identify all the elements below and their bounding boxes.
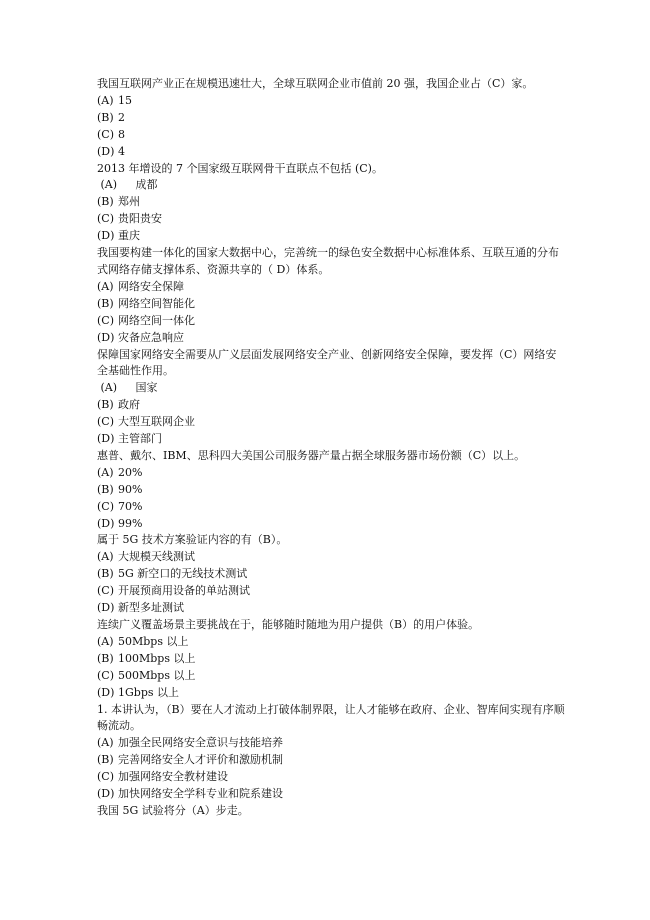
option-letter: (D)	[97, 229, 115, 243]
option	[97, 685, 567, 702]
option	[97, 566, 567, 583]
option-text: 贵阳贵安	[118, 212, 162, 226]
option-text: 20%	[118, 465, 143, 479]
question-stem: 2013 年增设的 7 个国家级互联网骨干直联点不包括 (C)。	[97, 161, 383, 175]
option	[97, 127, 567, 144]
option	[97, 228, 567, 245]
question-stem: 惠普、戴尔、IBM、思科四大美国公司服务器产量占据全球服务器市场份额（C）以上。	[97, 448, 526, 462]
option-letter: (B)	[97, 195, 114, 209]
option-text: 90%	[118, 482, 143, 496]
option-letter: (C)	[97, 770, 114, 784]
option	[97, 600, 567, 617]
option-letter: (A)	[97, 550, 114, 564]
question-stem: 我国要构建一体化的国家大数据中心，完善统一的绿色安全数据中心标准体系、互联互通的分布式网络存储支撑体系、资源共享的（ D）体系。	[97, 246, 559, 276]
option-letter: (C)	[97, 127, 114, 141]
option	[97, 414, 567, 431]
option-letter: (A)	[97, 736, 114, 750]
option-text: 50Mbps 以上	[118, 634, 189, 648]
option-letter: (C)	[97, 584, 114, 598]
option	[97, 211, 567, 228]
option	[97, 786, 567, 803]
option	[97, 296, 567, 313]
option-text: 15	[118, 93, 132, 107]
option-text: 郑州	[118, 195, 140, 209]
option	[97, 110, 567, 127]
option	[97, 752, 567, 769]
option	[97, 279, 567, 296]
option-letter: (C)	[97, 668, 114, 682]
option-text: 网络安全保障	[118, 279, 184, 293]
option-letter: (D)	[97, 432, 115, 446]
option-text: 99%	[118, 516, 143, 530]
question-stem: 1. 本讲认为，（B）要在人才流动上打破体制界限，让人才能够在政府、企业、智库间实现有序顺畅流动。	[97, 702, 565, 733]
question-stem: 保障国家网络安全需要从广义层面发展网络安全产业、创新网络安全保障，要发挥（C）网络安全基础性作用。	[97, 347, 557, 378]
option-letter: (D)	[97, 787, 115, 801]
option	[97, 380, 567, 397]
option-letter: (B)	[97, 296, 114, 310]
option	[97, 313, 567, 330]
option-letter: (D)	[97, 516, 115, 530]
option-text: 大规模天线测试	[118, 550, 195, 564]
question-stem: 连续广义覆盖场景主要挑战在于，能够随时随地为用户提供（B）的用户体验。	[97, 618, 480, 631]
option-letter: (C)	[97, 499, 114, 513]
option	[97, 735, 567, 752]
option-text: 100Mbps 以上	[118, 651, 196, 665]
option-text: 500Mbps 以上	[118, 668, 196, 682]
option-text: 灾备应急响应	[118, 330, 184, 344]
option-text: 新型多址测试	[118, 601, 184, 615]
option-text: 2	[118, 110, 125, 124]
option-text: 网络空间一体化	[118, 313, 195, 327]
option	[97, 516, 567, 533]
option-letter: (A)	[97, 93, 114, 107]
option-text: 网络空间智能化	[118, 296, 195, 310]
option	[97, 499, 567, 516]
option-text: 政府	[118, 398, 140, 412]
option	[97, 482, 567, 499]
option-text: 完善网络安全人才评价和激励机制	[118, 753, 283, 767]
option	[97, 465, 567, 482]
option-text: 重庆	[118, 229, 140, 243]
option-letter: (D)	[97, 330, 115, 344]
option-text: 5G 新空口的无线技术测试	[118, 567, 248, 581]
option	[97, 769, 567, 786]
option	[97, 431, 567, 448]
option-letter: (A)	[97, 634, 114, 648]
option-text: 大型互联网企业	[118, 415, 195, 429]
option	[97, 651, 567, 668]
option-letter: (C)	[97, 415, 114, 429]
option	[97, 668, 567, 685]
option-text: 4	[118, 144, 125, 158]
option	[97, 144, 567, 161]
option-letter: (D)	[97, 144, 115, 158]
option-letter: (D)	[97, 685, 115, 699]
option	[97, 93, 567, 110]
option	[97, 194, 567, 211]
option-text: 8	[118, 127, 125, 141]
option-letter: (A)	[97, 279, 114, 293]
option	[97, 330, 567, 347]
document-page	[97, 76, 567, 820]
option-text: 加强全民网络安全意识与技能培养	[118, 736, 283, 750]
option-text: 成都	[118, 178, 158, 192]
option	[97, 177, 567, 194]
option-text: 加强网络安全教材建设	[118, 770, 228, 784]
option-letter: (C)	[97, 313, 114, 327]
option-letter: (B)	[97, 753, 114, 767]
option-text: 1Gbps 以上	[118, 685, 180, 699]
option-letter: (A)	[97, 381, 118, 395]
option	[97, 397, 567, 414]
option-letter: (A)	[97, 465, 114, 479]
option	[97, 583, 567, 600]
option-letter: (B)	[97, 651, 114, 665]
option-text: 加快网络安全学科专业和院系建设	[118, 787, 283, 801]
option	[97, 634, 567, 651]
option-letter: (D)	[97, 601, 115, 615]
option-letter: (B)	[97, 567, 114, 581]
option-letter: (B)	[97, 482, 114, 496]
question-stem: 我国互联网产业正在规模迅速壮大，全球互联网企业市值前 20 强，我国企业占（C）家。	[97, 77, 534, 90]
option-text: 国家	[118, 381, 158, 395]
option-letter: (A)	[97, 178, 118, 192]
option-letter: (B)	[97, 110, 114, 124]
option-letter: (B)	[97, 398, 114, 412]
option	[97, 549, 567, 566]
option-text: 70%	[118, 499, 143, 513]
question-stem: 我国 5G 试验将分（A）步走。	[97, 803, 249, 817]
option-letter: (C)	[97, 212, 114, 226]
option-text: 开展预商用设备的单站测试	[118, 584, 250, 598]
question-stem: 属于 5G 技术方案验证内容的有（B）。	[97, 533, 288, 547]
option-text: 主管部门	[118, 432, 162, 446]
